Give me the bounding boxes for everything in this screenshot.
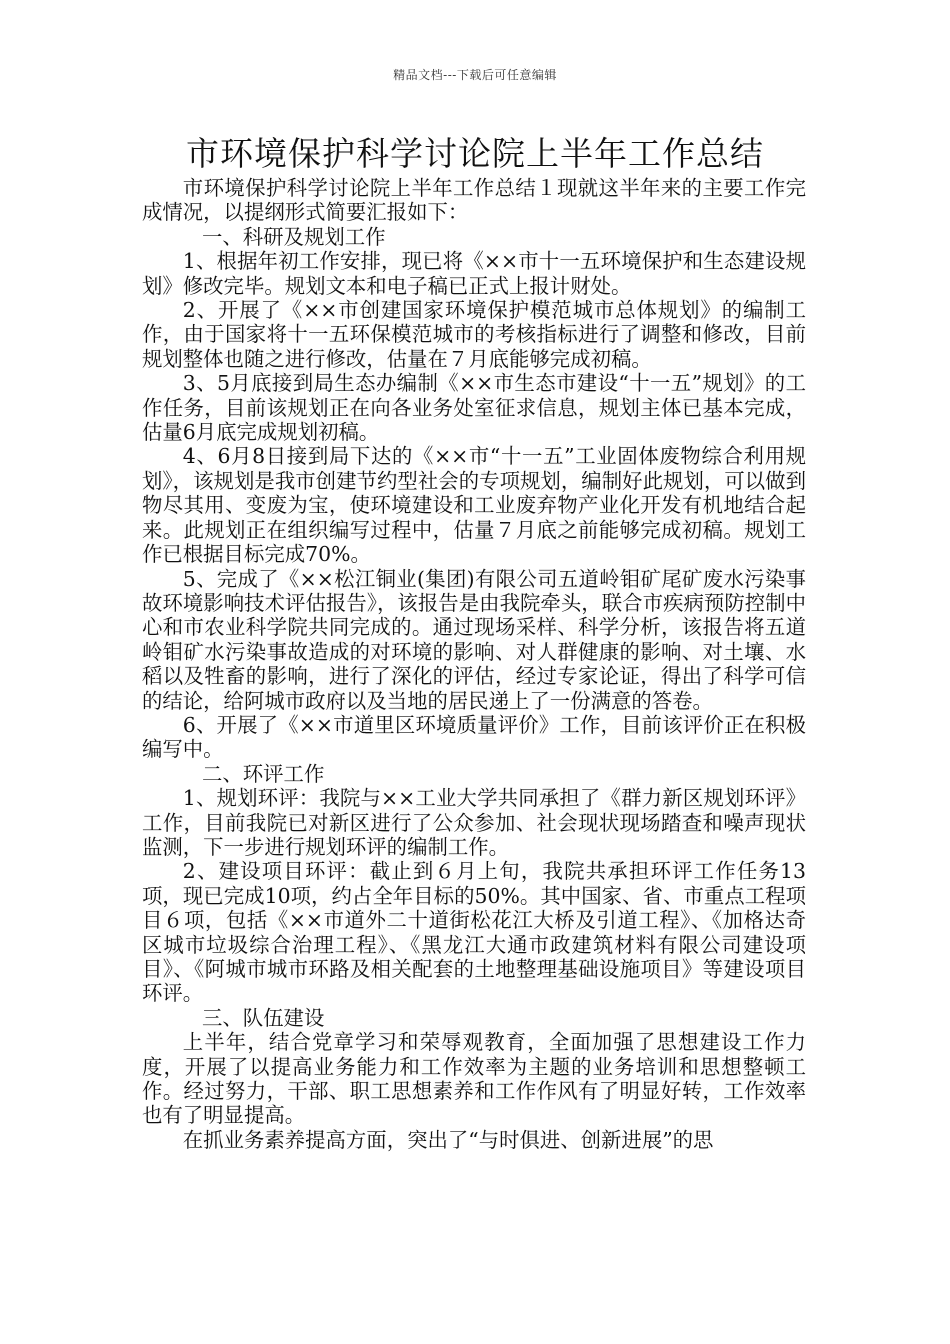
- paragraph: 2、开展了《××市创建国家环境保护模范城市总体规划》的编制工作，由于国家将十一五环保模范城市的考核指标进行了调整和修改，目前规划整体也随之进行修改，估量在７月底能够完成初稿。: [142, 298, 806, 371]
- paragraph: 在抓业务素养提高方面，突出了“与时俱进、创新进展”的思: [182, 1127, 714, 1152]
- section-heading-team: 三、队伍建设: [202, 1005, 325, 1030]
- paragraph: 1、根据年初工作安排，现已将《××市十一五环境保护和生态建设规划》修改完毕。规划文本和电子稿已正式上报计财处。: [142, 249, 806, 298]
- paragraph: 5、完成了《××松江铜业(集团)有限公司五道岭钼矿尾矿废水污染事故环境影响技术评估报告》，该报告是由我院牵头，联合市疾病预防控制中心和市农业科学院共同完成的。通过现场采样、科学分析，该报告将五道岭钼矿水污染事故造成的对环境的影响、对人群健康的影响、对土壤、水稻以及牲畜的影响，进行了深化的评估，经过专家论证，得出了科学可信的结论，给阿城市政府以及当地的居民递上了一份满意的答卷。: [142, 566, 806, 713]
- section-heading-research: 一、科研及规划工作: [202, 224, 386, 249]
- header-note: 精品文档---下载后可任意编辑: [393, 68, 557, 82]
- paragraph: 6、开展了《××市道里区环境质量评价》工作，目前该评价正在积极编写中。: [142, 712, 806, 762]
- section-heading-eia: 二、环评工作: [202, 761, 325, 786]
- paragraph: 2、建设项目环评：截止到６月上旬，我院共承担环评工作任务13项，现已完成10项，约占全年目标的50%。其中国家、省、市重点工程项目６项，包括《××市道外二十道街松花江大桥及引道工程》、《加格达奇区城市垃圾综合治理工程》、《黑龙江大通市政建筑材料有限公司建设项目》、《阿城市城市环路及相关配套的土地整理基础设施项目》等建设项目环评。: [142, 859, 806, 1006]
- paragraph: 4、6月8日接到局下达的《××市“十一五”工业固体废物综合利用规划》，该规划是我市创建节约型社会的专项规划，编制好此规划，可以做到物尽其用、变废为宝，使环境建设和工业废弃物产业化开发有机地结合起来。此规划正在组织编写过程中，估量７月底之前能够完成初稿。规划工作已根据目标完成70%。: [142, 444, 806, 567]
- intro-paragraph: 市环境保护科学讨论院上半年工作总结１现就这半年来的主要工作完成情况，以提纲形式简要汇报如下：: [142, 176, 806, 225]
- paragraph: 上半年，结合党章学习和荣辱观教育，全面加强了思想建设工作力度，开展了以提高业务能力和工作效率为主题的业务培训和思想整顿工作。经过努力，干部、职工思想素养和工作作风有了明显好转，工作效率也有了明显提高。: [142, 1030, 806, 1128]
- paragraph: 1、规划环评：我院与××工业大学共同承担了《群力新区规划环评》工作，目前我院已对新区进行了公众参加、社会现状现场踏查和噪声现状监测，下一步进行规划环评的编制工作。: [142, 786, 806, 859]
- paragraph: 3、5月底接到局生态办编制《××市生态市建设“十一五”规划》的工作任务，目前该规划正在向各业务处室征求信息，规划主体已基本完成，估量6月底完成规划初稿。: [142, 371, 806, 445]
- document-body: [142, 176, 806, 1152]
- document-title: 市环境保护科学讨论院上半年工作总结: [186, 134, 764, 173]
